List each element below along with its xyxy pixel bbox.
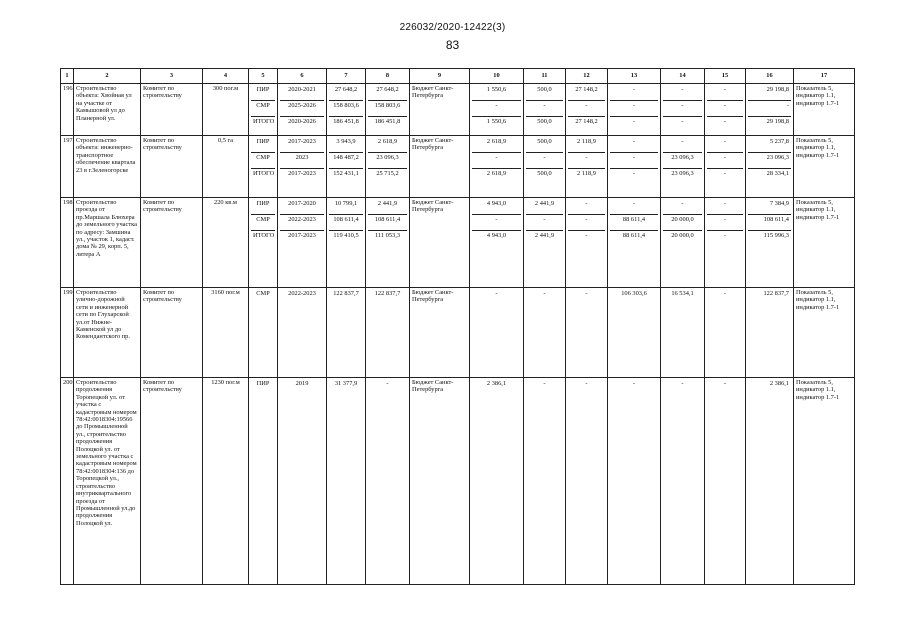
total-amount: 29 198,8 bbox=[766, 118, 789, 125]
amount-col-14: - bbox=[663, 137, 702, 153]
amount-col-12: 2 118,9 bbox=[577, 170, 596, 177]
column-number: 7 bbox=[327, 69, 366, 84]
work-type: ИТОГО bbox=[253, 232, 275, 239]
column-number: 6 bbox=[278, 69, 327, 84]
estimated-cost-cell bbox=[327, 288, 366, 378]
amount-col-10: 4 943,0 bbox=[486, 232, 507, 239]
total-amount-cell bbox=[746, 378, 794, 585]
work-type: ПИР bbox=[251, 199, 275, 215]
column-number: 9 bbox=[410, 69, 470, 84]
amount-col-13: - bbox=[610, 85, 658, 101]
amount-col-15: - bbox=[723, 290, 727, 297]
remaining-cost-cell bbox=[366, 136, 410, 198]
amount-col-10: 2 386,1 bbox=[486, 380, 507, 387]
work-type: СМР bbox=[251, 215, 275, 231]
total-amount: 29 198,8 bbox=[748, 85, 791, 101]
total-amount-cell bbox=[746, 136, 794, 198]
remaining-cost: 122 837,7 bbox=[374, 290, 401, 297]
amount-col-11: 500,0 bbox=[526, 85, 563, 101]
table-row bbox=[61, 198, 855, 288]
amount-col-11: 2 441,9 bbox=[526, 199, 563, 215]
amount-col-12: - bbox=[568, 101, 605, 117]
amount-col-11: - bbox=[526, 101, 563, 117]
amount-col-13: 106 303,6 bbox=[621, 290, 647, 297]
column-number: 8 bbox=[366, 69, 410, 84]
remaining-cost: 158 803,6 bbox=[368, 101, 407, 117]
amount-col-10: - bbox=[472, 101, 521, 117]
amount-col-14: - bbox=[681, 380, 684, 387]
total-amount: - bbox=[748, 101, 791, 117]
remaining-cost-cell bbox=[366, 378, 410, 585]
amount-col-13: - bbox=[610, 101, 658, 117]
remaining-cost: 23 096,3 bbox=[368, 153, 407, 169]
capacity: 0,5 га bbox=[203, 136, 249, 198]
document-code: 226032/2020-12422(3) bbox=[399, 22, 506, 33]
amount-col-10: 1 550,6 bbox=[472, 85, 521, 101]
table-row bbox=[61, 288, 855, 378]
amount-col-13: - bbox=[610, 153, 658, 169]
amount-col-10-cell bbox=[470, 288, 524, 378]
work-type: СМР bbox=[251, 101, 275, 117]
capacity: 3160 пог.м bbox=[203, 288, 249, 378]
amount-col-15-cell bbox=[705, 288, 746, 378]
amount-col-13: 88 611,4 bbox=[622, 232, 646, 239]
amount-col-15: - bbox=[723, 170, 727, 177]
capacity: 220 кв.м bbox=[203, 198, 249, 288]
amount-col-15: - bbox=[723, 232, 727, 239]
column-number: 13 bbox=[608, 69, 661, 84]
amount-col-11: 500,0 bbox=[526, 137, 563, 153]
capacity: 300 пог.м bbox=[203, 84, 249, 136]
amount-col-15: - bbox=[707, 137, 743, 153]
period: 2020-2026 bbox=[288, 118, 316, 125]
column-number: 4 bbox=[203, 69, 249, 84]
column-number: 1 bbox=[61, 69, 74, 84]
total-amount: 108 611,4 bbox=[748, 215, 791, 231]
amount-col-12: - bbox=[568, 215, 605, 231]
amount-col-14-cell bbox=[661, 288, 705, 378]
table-row bbox=[61, 378, 855, 585]
remaining-cost: 27 648,2 bbox=[368, 85, 407, 101]
amount-col-15: - bbox=[723, 118, 727, 125]
amount-col-15: - bbox=[723, 380, 727, 387]
amount-col-12: - bbox=[585, 380, 588, 387]
total-amount: 115 996,3 bbox=[763, 232, 789, 239]
amount-col-12: 27 148,2 bbox=[568, 85, 605, 101]
remaining-cost-cell bbox=[366, 84, 410, 136]
estimated-cost-cell bbox=[327, 378, 366, 585]
remaining-cost: 25 715,2 bbox=[376, 170, 399, 177]
total-amount-cell bbox=[746, 288, 794, 378]
amount-col-12-cell bbox=[566, 136, 608, 198]
period: 2022-2023 bbox=[280, 215, 324, 231]
amount-col-12-cell bbox=[566, 378, 608, 585]
estimated-cost-cell bbox=[327, 136, 366, 198]
page-number: 83 bbox=[445, 38, 460, 52]
column-number: 2 bbox=[74, 69, 141, 84]
total-amount: 28 334,1 bbox=[766, 170, 789, 177]
period: 2019 bbox=[295, 380, 309, 387]
amount-col-13-cell bbox=[608, 198, 661, 288]
funding-source: Бюджет Санкт-Петербурга bbox=[410, 198, 470, 288]
agency: Комитет по строительству bbox=[141, 198, 203, 288]
amount-col-11: - bbox=[526, 215, 563, 231]
agency: Комитет по строительству bbox=[141, 378, 203, 585]
amount-col-14: 23 096,3 bbox=[663, 153, 702, 169]
period-cell bbox=[278, 84, 327, 136]
amount-col-13: - bbox=[632, 380, 636, 387]
amount-col-15: - bbox=[707, 153, 743, 169]
period-cell bbox=[278, 288, 327, 378]
amount-col-13: 88 611,4 bbox=[610, 215, 658, 231]
object-name: Строительство объекта: инженерно-транспортное обеспечение квартала 23 в г.Зеленогорске bbox=[74, 136, 141, 198]
total-amount: 23 096,3 bbox=[748, 153, 791, 169]
amount-col-14-cell bbox=[661, 378, 705, 585]
work-type-cell bbox=[249, 136, 278, 198]
agency: Комитет по строительству bbox=[141, 136, 203, 198]
amount-col-14: - bbox=[663, 85, 702, 101]
remaining-cost-cell bbox=[366, 288, 410, 378]
work-type: ПИР bbox=[251, 137, 275, 153]
indicator: Показатель 5, индикатор 1.1, индикатор 1.7-1 bbox=[794, 288, 855, 378]
table-row bbox=[61, 84, 855, 136]
amount-col-10-cell bbox=[470, 378, 524, 585]
amount-col-13-cell bbox=[608, 378, 661, 585]
estimated-cost: 31 377,9 bbox=[334, 380, 358, 387]
estimated-cost: 122 837,7 bbox=[333, 290, 359, 297]
period: 2020-2021 bbox=[280, 85, 324, 101]
amount-col-13-cell bbox=[608, 288, 661, 378]
indicator: Показатель 5, индикатор 1.1, индикатор 1.7-1 bbox=[794, 136, 855, 198]
agency: Комитет по строительству bbox=[141, 84, 203, 136]
period-cell bbox=[278, 136, 327, 198]
work-type-cell bbox=[249, 378, 278, 585]
remaining-cost: - bbox=[386, 380, 389, 387]
estimated-cost-cell bbox=[327, 84, 366, 136]
table-row bbox=[61, 136, 855, 198]
period: 2023 bbox=[280, 153, 324, 169]
estimated-cost: 158 803,6 bbox=[329, 101, 363, 117]
amount-col-10: 2 618,9 bbox=[472, 137, 521, 153]
column-number: 16 bbox=[746, 69, 794, 84]
object-name: Строительство объекта: Хвойная ул на участке от Камышовой ул до Планерной ул. bbox=[74, 84, 141, 136]
total-amount: 122 837,7 bbox=[763, 290, 789, 297]
amount-col-13: - bbox=[610, 199, 658, 215]
amount-col-12-cell bbox=[566, 198, 608, 288]
row-number: 198 bbox=[61, 198, 74, 288]
amount-col-14: 23 096,3 bbox=[671, 170, 694, 177]
remaining-cost-cell bbox=[366, 198, 410, 288]
amount-col-10: 4 943,0 bbox=[472, 199, 521, 215]
capacity: 1230 пог.м bbox=[203, 378, 249, 585]
work-type: СМР bbox=[251, 153, 275, 169]
work-type: ПИР bbox=[251, 85, 275, 101]
column-number: 10 bbox=[470, 69, 524, 84]
estimated-cost-cell bbox=[327, 198, 366, 288]
remaining-cost: 2 618,9 bbox=[368, 137, 407, 153]
column-number: 5 bbox=[249, 69, 278, 84]
amount-col-15: - bbox=[707, 199, 743, 215]
amount-col-14: - bbox=[663, 101, 702, 117]
amount-col-10: 2 618,9 bbox=[486, 170, 507, 177]
amount-col-15: - bbox=[707, 85, 743, 101]
period: 2017-2020 bbox=[280, 199, 324, 215]
object-name: Строительство продолжения Торопецкой ул. от участка с кадастровым номером 78:42:0018304:19566 до Промышленной ул., строительство продолжения Полоцкой ул. от земельного участка с кадастровым номером 78:42:0018304:136 до Торопецкой ул., строительство внутриквартального проезда от Промышленной ул.до продолжения Полоцкой ул. bbox=[74, 378, 141, 585]
estimated-cost: 119 410,5 bbox=[333, 232, 359, 239]
column-number: 17 bbox=[794, 69, 855, 84]
row-number: 197 bbox=[61, 136, 74, 198]
row-number: 196 bbox=[61, 84, 74, 136]
amount-col-12: - bbox=[585, 232, 588, 239]
column-number: 12 bbox=[566, 69, 608, 84]
work-type: СМР bbox=[256, 290, 270, 297]
total-amount-cell bbox=[746, 198, 794, 288]
amount-col-11: - bbox=[543, 380, 546, 387]
amount-col-13: - bbox=[632, 118, 636, 125]
amount-col-15-cell bbox=[705, 84, 746, 136]
row-number: 200 bbox=[61, 378, 74, 585]
estimated-cost: 10 799,1 bbox=[329, 199, 363, 215]
indicator: Показатель 5, индикатор 1.1, индикатор 1.7-1 bbox=[794, 378, 855, 585]
amount-col-10: - bbox=[472, 153, 521, 169]
funding-source: Бюджет Санкт-Петербурга bbox=[410, 136, 470, 198]
amount-col-12: 27 148,2 bbox=[575, 118, 598, 125]
amount-col-14: 20 000,0 bbox=[663, 215, 702, 231]
amount-col-14-cell bbox=[661, 136, 705, 198]
program-table bbox=[60, 68, 855, 585]
agency: Комитет по строительству bbox=[141, 288, 203, 378]
estimated-cost: 27 648,2 bbox=[329, 85, 363, 101]
estimated-cost: 152 431,1 bbox=[333, 170, 359, 177]
amount-col-11: 2 441,9 bbox=[534, 232, 555, 239]
estimated-cost: 148 487,2 bbox=[329, 153, 363, 169]
amount-col-12-cell bbox=[566, 288, 608, 378]
period: 2017-2023 bbox=[288, 232, 316, 239]
work-type: ИТОГО bbox=[253, 170, 275, 177]
amount-col-14: - bbox=[681, 118, 684, 125]
remaining-cost: 186 451,8 bbox=[374, 118, 401, 125]
total-amount: 5 237,8 bbox=[748, 137, 791, 153]
funding-source: Бюджет Санкт-Петербурга bbox=[410, 378, 470, 585]
amount-col-14-cell bbox=[661, 84, 705, 136]
column-number: 14 bbox=[661, 69, 705, 84]
column-number: 3 bbox=[141, 69, 203, 84]
remaining-cost: 111 053,3 bbox=[374, 232, 401, 239]
work-type-cell bbox=[249, 198, 278, 288]
amount-col-11-cell bbox=[524, 84, 566, 136]
total-amount: 7 384,9 bbox=[748, 199, 791, 215]
amount-col-13-cell bbox=[608, 136, 661, 198]
indicator: Показатель 5, индикатор 1.1, индикатор 1.7-1 bbox=[794, 84, 855, 136]
amount-col-15-cell bbox=[705, 378, 746, 585]
amount-col-10-cell bbox=[470, 198, 524, 288]
work-type: ИТОГО bbox=[253, 118, 275, 125]
amount-col-13: - bbox=[632, 170, 636, 177]
amount-col-11-cell bbox=[524, 378, 566, 585]
row-number: 199 bbox=[61, 288, 74, 378]
estimated-cost: 108 611,4 bbox=[329, 215, 363, 231]
amount-col-14-cell bbox=[661, 198, 705, 288]
amount-col-11-cell bbox=[524, 288, 566, 378]
amount-col-13: - bbox=[610, 137, 658, 153]
total-amount-cell bbox=[746, 84, 794, 136]
amount-col-12: - bbox=[585, 290, 588, 297]
object-name: Строительство проезда от пр.Маршала Блюхера до земельного участка по адресу: Замшина ул., участок 1, кадаст. дома № 29, корп. 5, литера А bbox=[74, 198, 141, 288]
period-cell bbox=[278, 198, 327, 288]
amount-col-15: - bbox=[707, 215, 743, 231]
amount-col-11: - bbox=[543, 290, 546, 297]
amount-col-10-cell bbox=[470, 136, 524, 198]
object-name: Строительство улично-дорожной сети и инженерной сети по Глухарской ул.от Нижне-Каменской ул до Комендантского пр. bbox=[74, 288, 141, 378]
period: 2017-2023 bbox=[288, 170, 316, 177]
period-cell bbox=[278, 378, 327, 585]
amount-col-14: 16 534,1 bbox=[671, 290, 694, 297]
column-number: 11 bbox=[524, 69, 566, 84]
amount-col-10: - bbox=[472, 215, 521, 231]
period: 2017-2023 bbox=[280, 137, 324, 153]
amount-col-11-cell bbox=[524, 136, 566, 198]
amount-col-10: 1 550,6 bbox=[486, 118, 507, 125]
amount-col-12: - bbox=[568, 199, 605, 215]
amount-col-12: 2 118,9 bbox=[568, 137, 605, 153]
amount-col-15: - bbox=[707, 101, 743, 117]
amount-col-12-cell bbox=[566, 84, 608, 136]
funding-source: Бюджет Санкт-Петербурга bbox=[410, 84, 470, 136]
amount-col-15-cell bbox=[705, 198, 746, 288]
amount-col-11: 500,0 bbox=[537, 170, 552, 177]
amount-col-13-cell bbox=[608, 84, 661, 136]
amount-col-11-cell bbox=[524, 198, 566, 288]
amount-col-10: - bbox=[495, 290, 498, 297]
column-number-row bbox=[61, 69, 855, 84]
work-type: ПИР bbox=[256, 380, 270, 387]
estimated-cost: 3 943,9 bbox=[329, 137, 363, 153]
remaining-cost: 108 611,4 bbox=[368, 215, 407, 231]
amount-col-15-cell bbox=[705, 136, 746, 198]
work-type-cell bbox=[249, 84, 278, 136]
amount-col-11: 500,0 bbox=[537, 118, 552, 125]
period: 2022-2023 bbox=[288, 290, 316, 297]
amount-col-11: - bbox=[526, 153, 563, 169]
funding-source: Бюджет Санкт-Петербурга bbox=[410, 288, 470, 378]
total-amount: 2 386,1 bbox=[769, 380, 789, 387]
amount-col-12: - bbox=[568, 153, 605, 169]
indicator: Показатель 5, индикатор 1.1, индикатор 1.7-1 bbox=[794, 198, 855, 288]
work-type-cell bbox=[249, 288, 278, 378]
column-number: 15 bbox=[705, 69, 746, 84]
period: 2025-2026 bbox=[280, 101, 324, 117]
amount-col-10-cell bbox=[470, 84, 524, 136]
estimated-cost: 186 451,8 bbox=[333, 118, 359, 125]
amount-col-14: - bbox=[663, 199, 702, 215]
remaining-cost: 2 441,9 bbox=[368, 199, 407, 215]
amount-col-14: 20 000,0 bbox=[671, 232, 694, 239]
